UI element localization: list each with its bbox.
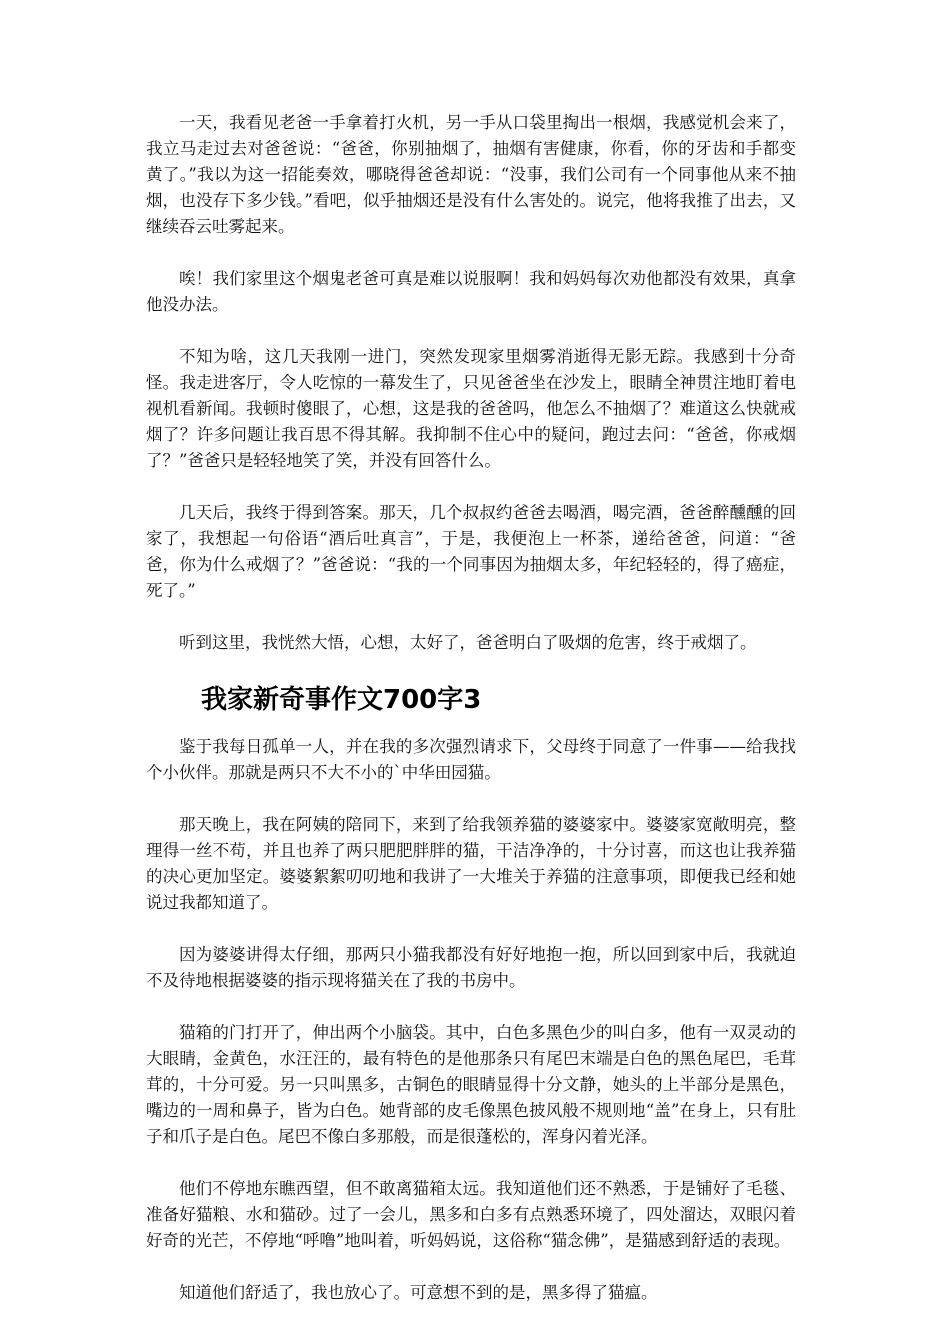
- paragraph: 一天，我看见老爸一手拿着打火机，另一手从口袋里掏出一根烟，我感觉机会来了，我立马走过去对爸爸说：“爸爸，你别抽烟了，抽烟有害健康，你看，你的牙齿和手都变黄了。”我以为这一招能奏效，哪晓得爸爸却说：“没事，我们公司有一个同事他从来不抽烟，也没存下多少钱。”看吧，似乎抽烟还是没有什么害处的。说完，他将我推了出去，又继续吞云吐雾起来。: [146, 113, 796, 236]
- paragraph: 因为婆婆讲得太仔细，那两只小猫我都没有好好地抱一抱，所以回到家中后，我就迫不及待地根据婆婆的指示现将猫关在了我的书房中。: [146, 945, 796, 990]
- paragraph: 几天后，我终于得到答案。那天，几个叔叔约爸爸去喝酒，喝完酒，爸爸醉醺醺的回家了，我想起一句俗语“酒后吐真言”，于是，我便泡上一杯茶，递给爸爸，问道：“爸爸，你为什么戒烟了？”爸爸说：“我的一个同事因为抽烟太多，年纪轻轻的，得了癌症，死了。”: [146, 503, 796, 600]
- paragraph: 他们不停地东瞧西望，但不敢离猫箱太远。我知道他们还不熟悉，于是铺好了毛毯、准备好猫粮、水和猫砂。过了一会儿，黑多和白多有点熟悉环境了，四处溜达，双眼闪着好奇的光芒，不停地“呼噜”地叫着，听妈妈说，这俗称“猫念佛”，是猫感到舒适的表现。: [146, 1179, 796, 1250]
- section-heading: 我家新奇事作文700字3: [201, 685, 482, 715]
- paragraph: 那天晚上，我在阿姨的陪同下，来到了给我领养猫的婆婆家中。婆婆家宽敞明亮，整理得一丝不苟，并且也养了两只肥肥胖胖的猫，干洁净净的，十分讨喜，而这也让我养猫的决心更加坚定。婆婆絮絮叨叨地和我讲了一大堆关于养猫的注意事项，即便我已经和她说过我都知道了。: [146, 815, 796, 912]
- paragraph: 唉！我们家里这个烟鬼老爸可真是难以说服啊！我和妈妈每次劝他都没有效果，真拿他没办法。: [146, 269, 796, 314]
- document-page: [146, 110, 796, 1332]
- paragraph: 鉴于我每日孤单一人，并在我的多次强烈请求下，父母终于同意了一件事——给我找个小伙伴。那就是两只不大不小的`中华田园猫。: [146, 737, 796, 782]
- paragraph: 知道他们舒适了，我也放心了。可意想不到的是，黑多得了猫瘟。: [179, 1283, 658, 1302]
- paragraph: 不知为啥，这几天我刚一进门，突然发现家里烟雾消逝得无影无踪。我感到十分奇怪。我走进客厅，令人吃惊的一幕发生了，只见爸爸坐在沙发上，眼睛全神贯注地盯着电视机看新闻。我顿时傻眼了，心想，这是我的爸爸吗，他怎么不抽烟了？难道这么快就戒烟了？许多问题让我百思不得其解。我抑制不住心中的疑问，跑过去问：“爸爸，你戒烟了？”爸爸只是轻轻地笑了笑，并没有回答什么。: [146, 347, 796, 470]
- paragraph: 听到这里，我恍然大悟，心想，太好了，爸爸明白了吸烟的危害，终于戒烟了。: [179, 633, 757, 652]
- paragraph: 猫箱的门打开了，伸出两个小脑袋。其中，白色多黑色少的叫白多，他有一双灵动的大眼睛，金黄色，水汪汪的，最有特色的是他那条只有尾巴末端是白色的黑色尾巴，毛茸茸的，十分可爱。另一只叫黑多，古铜色的眼睛显得十分文静，她头的上半部分是黑色，嘴边的一周和鼻子，皆为白色。她背部的皮毛像黑色披风般不规则地“盖”在身上，只有肚子和爪子是白色。尾巴不像白多那般，而是很蓬松的，浑身闪着光泽。: [146, 1023, 796, 1146]
